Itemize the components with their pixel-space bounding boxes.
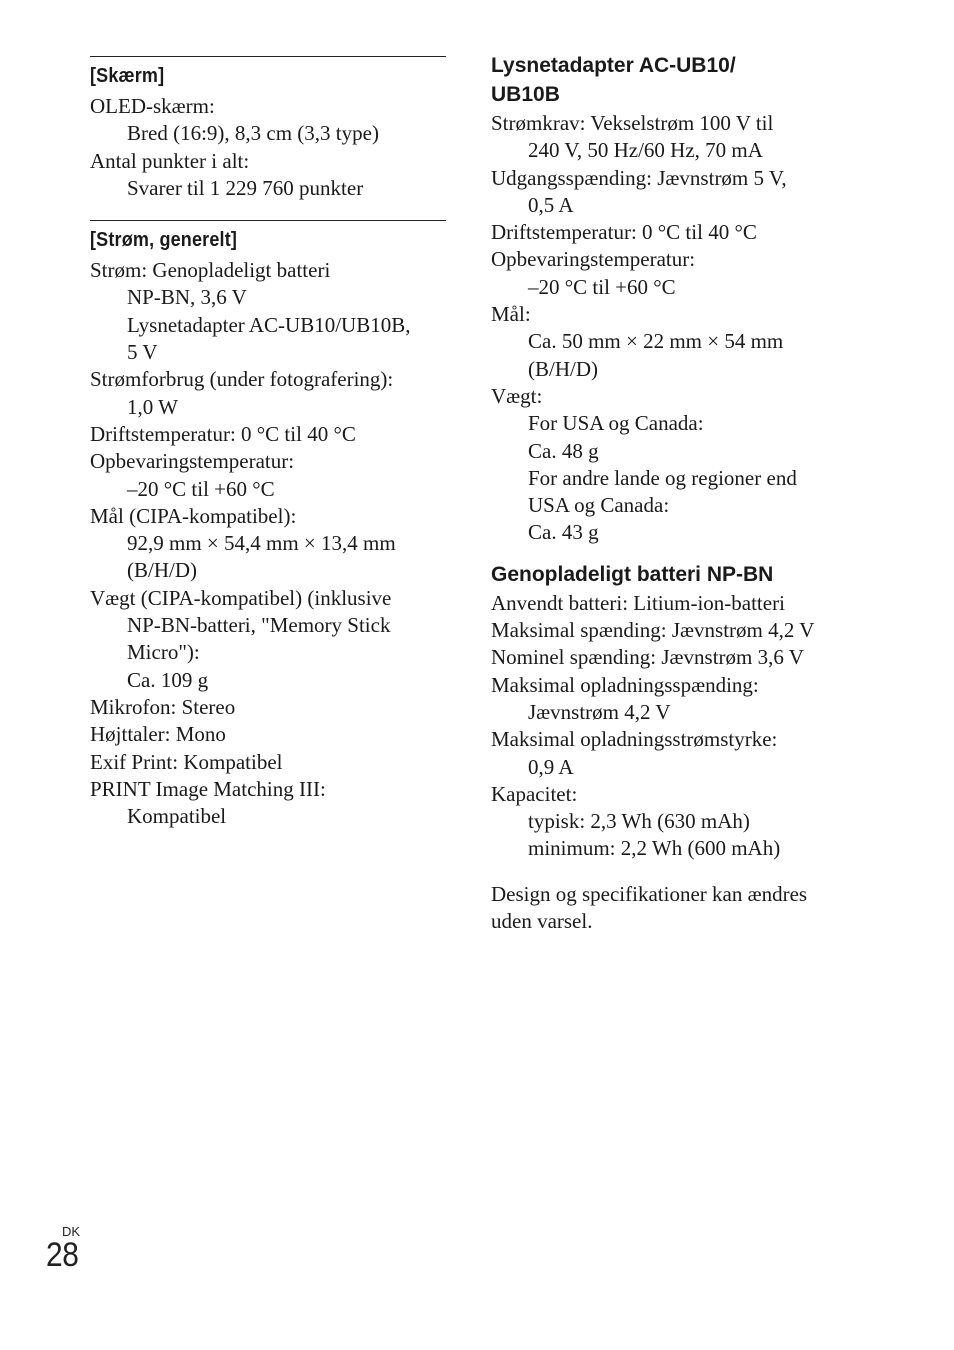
spec-line: Micro"): — [127, 640, 200, 665]
spec-line: Ca. 43 g — [528, 520, 599, 545]
spec-line: –20 °C til +60 °C — [528, 274, 676, 299]
spec-line: Mål: — [491, 302, 531, 327]
section-rule — [90, 56, 446, 57]
spec-line: Anvendt batteri: Litium-ion-batteri — [491, 590, 785, 615]
spec-line: Vægt: — [491, 383, 543, 408]
spec-line: Kompatibel — [127, 804, 227, 829]
spec-line: Lysnetadapter AC-UB10/UB10B, — [127, 312, 411, 337]
left-column — [90, 56, 446, 830]
spec-line: Jævnstrøm 4,2 V — [528, 699, 671, 724]
spec-line: Driftstemperatur: 0 °C til 40 °C — [491, 220, 757, 245]
language-code: DK — [62, 1224, 81, 1239]
spec-line: –20 °C til +60 °C — [127, 476, 275, 501]
spec-line: minimum: 2,2 Wh (600 mAh) — [528, 836, 781, 861]
section-rule — [90, 220, 446, 221]
spec-line: Exif Print: Kompatibel — [90, 749, 283, 774]
spec-line: Opbevaringstemperatur: — [491, 247, 696, 272]
section-spacer — [491, 547, 851, 561]
spec-line: 240 V, 50 Hz/60 Hz, 70 mA — [528, 138, 763, 163]
spec-line: Maksimal opladningsstrømstyrke: — [491, 727, 778, 752]
spec-line: Driftstemperatur: 0 °C til 40 °C — [90, 421, 356, 446]
spec-line: Vægt (CIPA-kompatibel) (inklusive — [90, 585, 392, 610]
spec-line: 1,0 W — [127, 394, 178, 419]
spec-line: Højttaler: Mono — [90, 722, 226, 747]
spec-line: 5 V — [127, 340, 158, 365]
spec-line: Nominel spænding: Jævnstrøm 3,6 V — [491, 645, 804, 670]
spec-line: Ca. 48 g — [528, 438, 599, 463]
spec-line: NP-BN-batteri, "Memory Stick — [127, 613, 391, 638]
spec-line: Bred (16:9), 8,3 cm (3,3 type) — [127, 121, 379, 146]
section-heading: [Strøm, generelt] — [90, 229, 238, 252]
spec-line: Opbevaringstemperatur: — [90, 449, 295, 474]
spec-line: Strøm: Genopladeligt batteri — [90, 258, 331, 283]
spec-line: 0,5 A — [528, 192, 574, 217]
spec-line: Svarer til 1 229 760 punkter — [127, 175, 364, 200]
spec-line: For andre lande og regioner end — [528, 465, 797, 490]
spec-line: Mikrofon: Stereo — [90, 694, 236, 719]
spec-line: Maksimal opladningsspænding: — [491, 672, 759, 697]
disclaimer-note: uden varsel. — [491, 909, 593, 934]
note-spacer — [491, 863, 851, 881]
spec-line: PRINT Image Matching III: — [90, 776, 326, 801]
spec-line: 0,9 A — [528, 754, 574, 779]
spec-line: Antal punkter i alt: — [90, 148, 250, 173]
spec-line: OLED-skærm: — [90, 94, 215, 118]
spec-line: Ca. 50 mm × 22 mm × 54 mm — [528, 329, 784, 354]
spec-line: Udgangsspænding: Jævnstrøm 5 V, — [491, 165, 787, 190]
section-heading: Lysnetadapter AC-UB10/ — [491, 54, 736, 77]
spec-line: 92,9 mm × 54,4 mm × 13,4 mm — [127, 531, 396, 556]
right-column — [491, 52, 851, 935]
spec-line: (B/H/D) — [528, 356, 598, 381]
spec-line: USA og Canada: — [528, 493, 670, 518]
page-number: 28 — [46, 1236, 79, 1274]
section-heading: UB10B — [491, 83, 560, 106]
spec-line: NP-BN, 3,6 V — [127, 285, 247, 310]
spec-line: Mål (CIPA-kompatibel): — [90, 503, 297, 528]
spec-line: typisk: 2,3 Wh (630 mAh) — [528, 809, 750, 834]
spec-line: Kapacitet: — [491, 781, 578, 806]
spec-line: Maksimal spænding: Jævnstrøm 4,2 V — [491, 618, 815, 643]
spec-line: Strømkrav: Vekselstrøm 100 V til — [491, 111, 774, 135]
disclaimer-note: Design og specifikationer kan ændres — [491, 881, 808, 906]
section-spacer — [90, 202, 446, 220]
spec-line: Ca. 109 g — [127, 667, 209, 692]
spec-line: For USA og Canada: — [528, 411, 704, 436]
section-heading: Genopladeligt batteri NP-BN — [491, 562, 774, 586]
spec-line: Strømforbrug (under fotografering): — [90, 367, 394, 392]
spec-line: (B/H/D) — [127, 558, 197, 583]
section-heading: [Skærm] — [90, 65, 165, 87]
